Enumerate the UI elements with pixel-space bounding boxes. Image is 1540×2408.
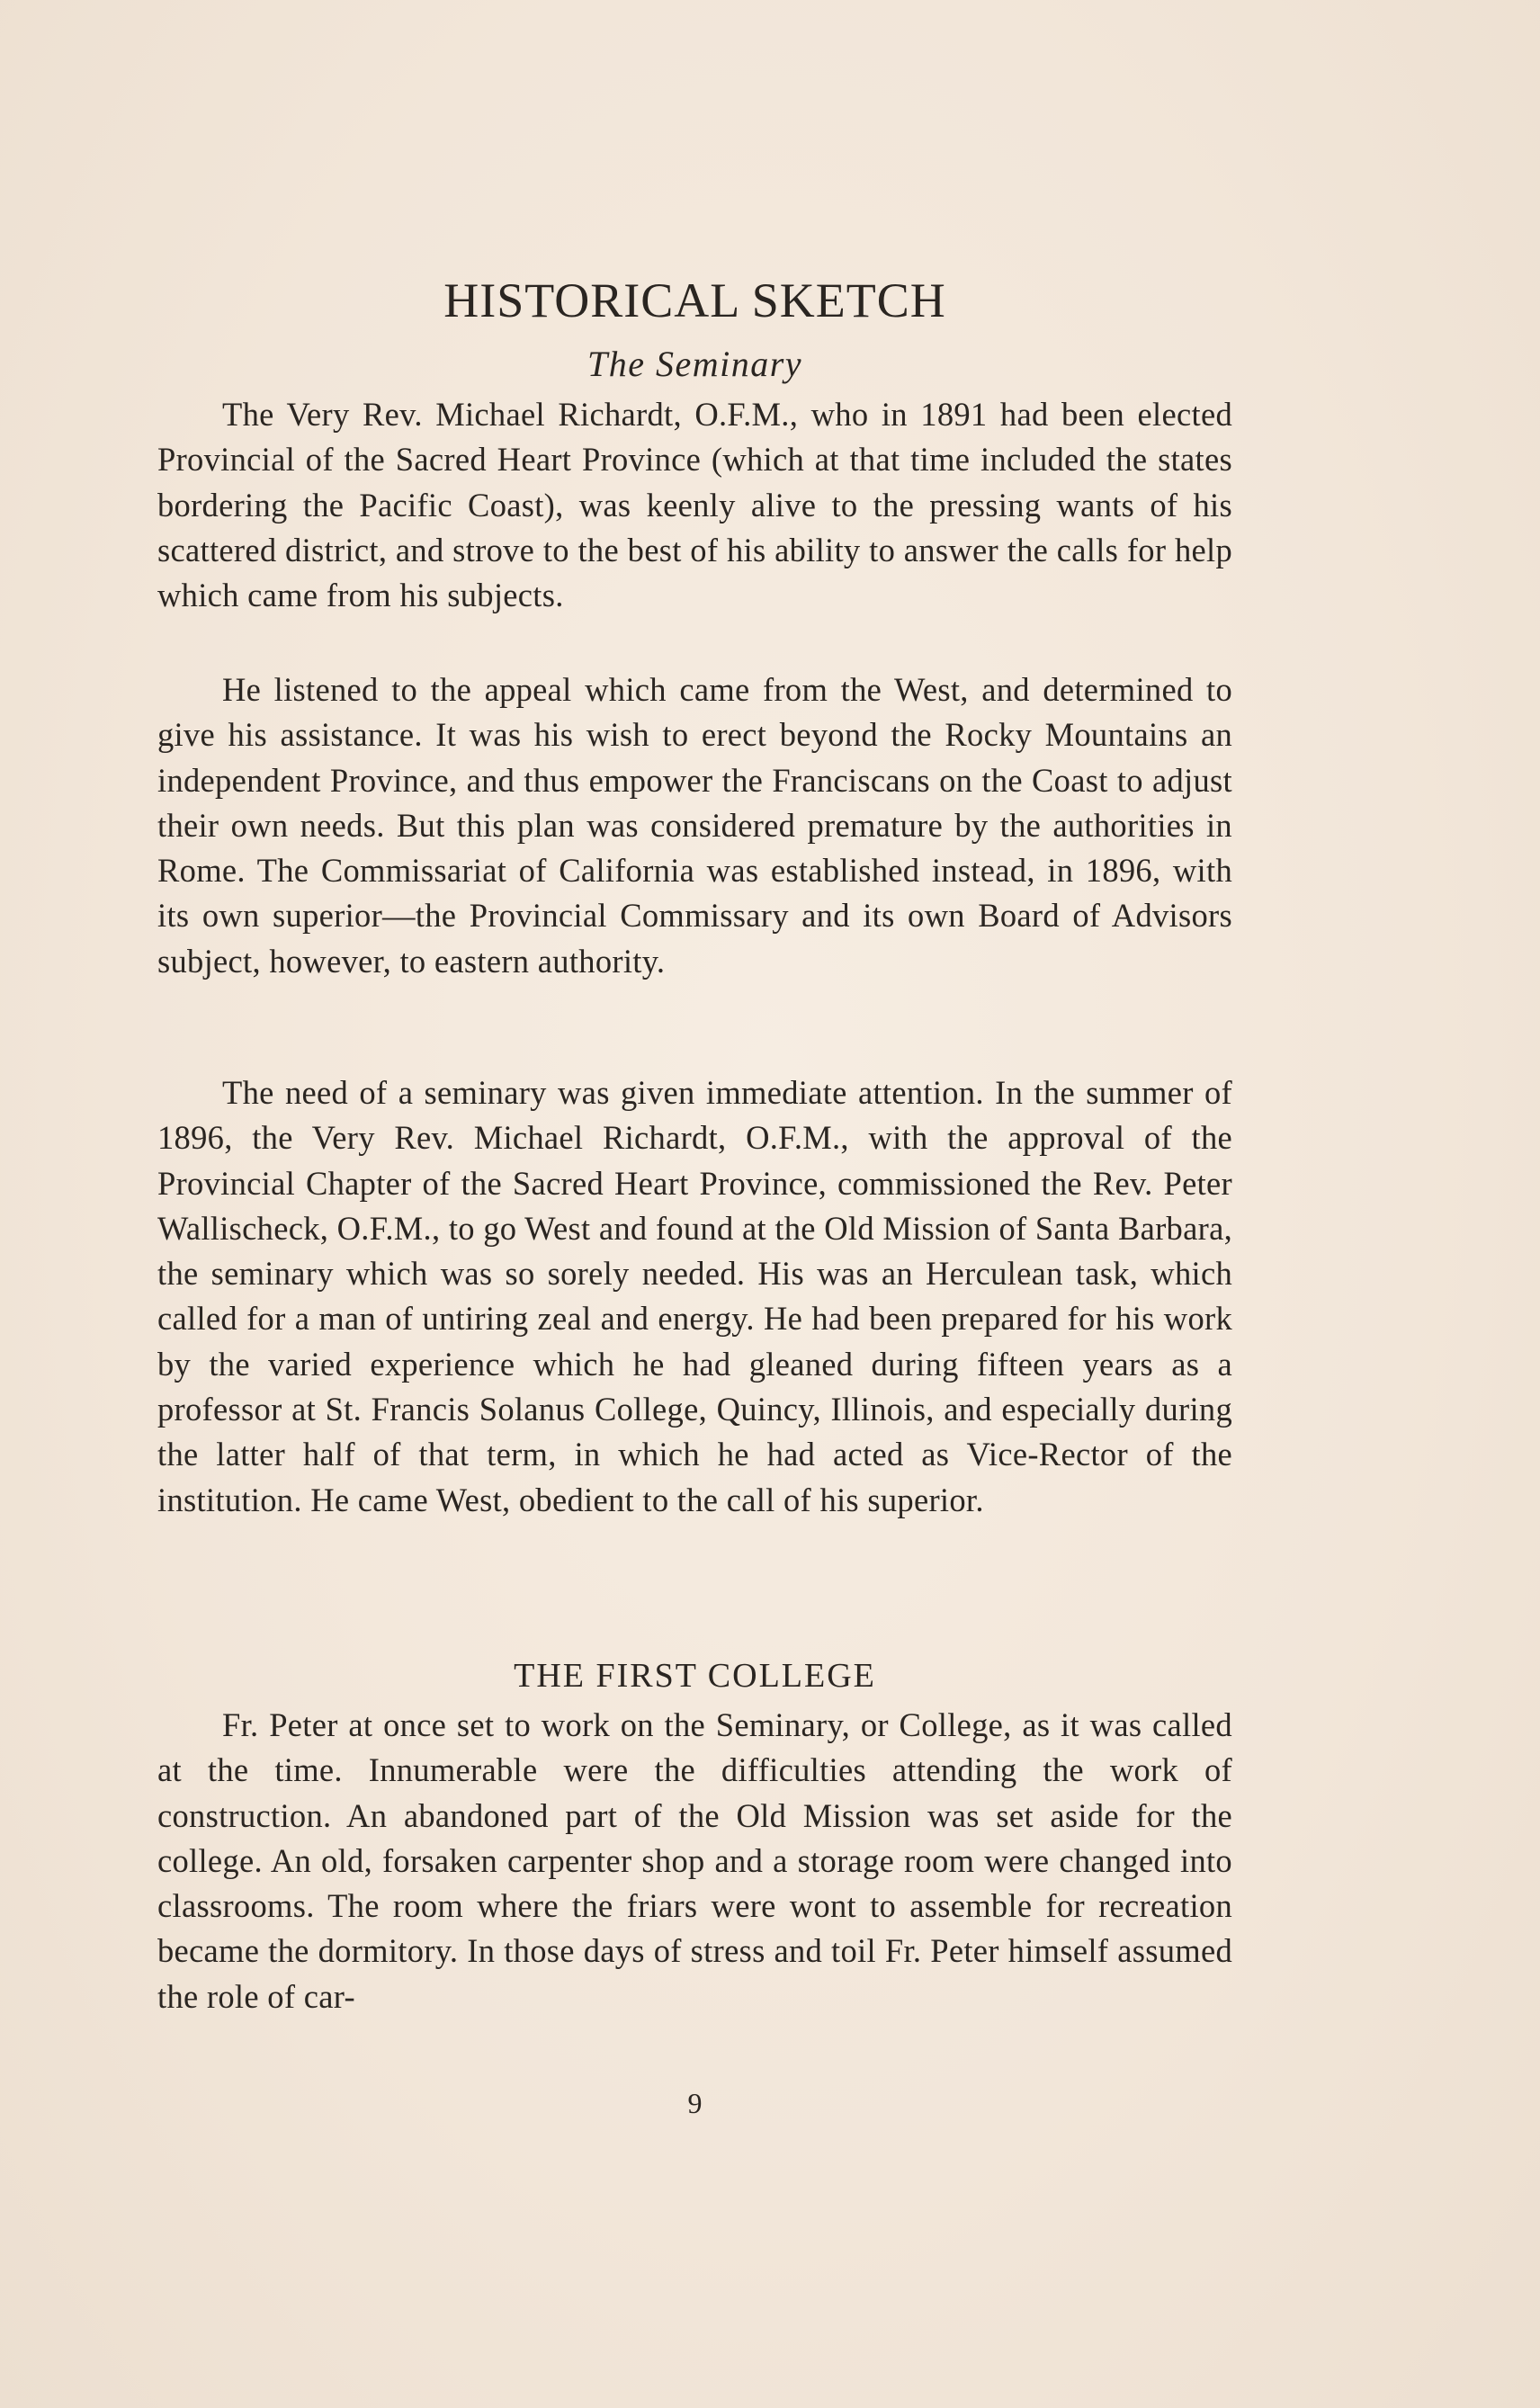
paragraph: The Very Rev. Michael Richardt, O.F.M., who in 1891 had been elected Provincial of the Sacred Heart Province (which at that time included the states bordering the Pacific Coast), was keenly alive to the pressing wants of his scattered district, and strove to the best of his ability to answer the calls for help which came from his subjects.: [157, 396, 1232, 614]
paragraph: He listened to the appeal which came from the West, and determined to give his assistance. It was his wish to erect beyond the Rocky Mountains an independent Province, and thus empower the Franciscans on the Coast to adjust their own needs. But this plan was considered premature by the authorities in Rome. The Commissariat of California was established instead, in 1896, with its own superior—the Provincial Commissary and its own Board of Advisors subject, however, to eastern authority.: [157, 671, 1232, 980]
paragraph: Fr. Peter at once set to work on the Seminary, or College, as it was called at the time. Innumerable were the difficulties attending the work of construction. An abandoned part of the Old Mission was set aside for the college. An old, forsaken carpenter shop and a storage room were changed into classrooms. The room where the friars were wont to assemble for recreation became the dormitory. In those days of stress and toil Fr. Peter himself assumed the role of car-: [157, 1706, 1232, 2015]
page-number: 9: [687, 2087, 703, 2119]
section-heading: THE FIRST COLLEGE: [514, 1657, 876, 1695]
page-title: HISTORICAL SKETCH: [443, 273, 946, 327]
paragraph: The need of a seminary was given immediate attention. In the summer of 1896, the Very Rev. Michael Richardt, O.F.M., with the approval of the Provincial Chapter of the Sacred Heart Province, commissioned the Rev. Peter Wallischeck, O.F.M., to go West and found at the Old Mission of Santa Barbara, the seminary which was so sorely needed. His was an Herculean task, which called for a man of untiring zeal and energy. He had been prepared for his work by the varied experience which he had gleaned during fifteen years as a professor at St. Francis Solanus College, Quincy, Illinois, and especially during the latter half of that term, in which he had acted as Vice-Rector of the institution. He came West, obedient to the call of his superior.: [157, 1074, 1232, 1518]
section-subtitle: The Seminary: [586, 344, 803, 384]
